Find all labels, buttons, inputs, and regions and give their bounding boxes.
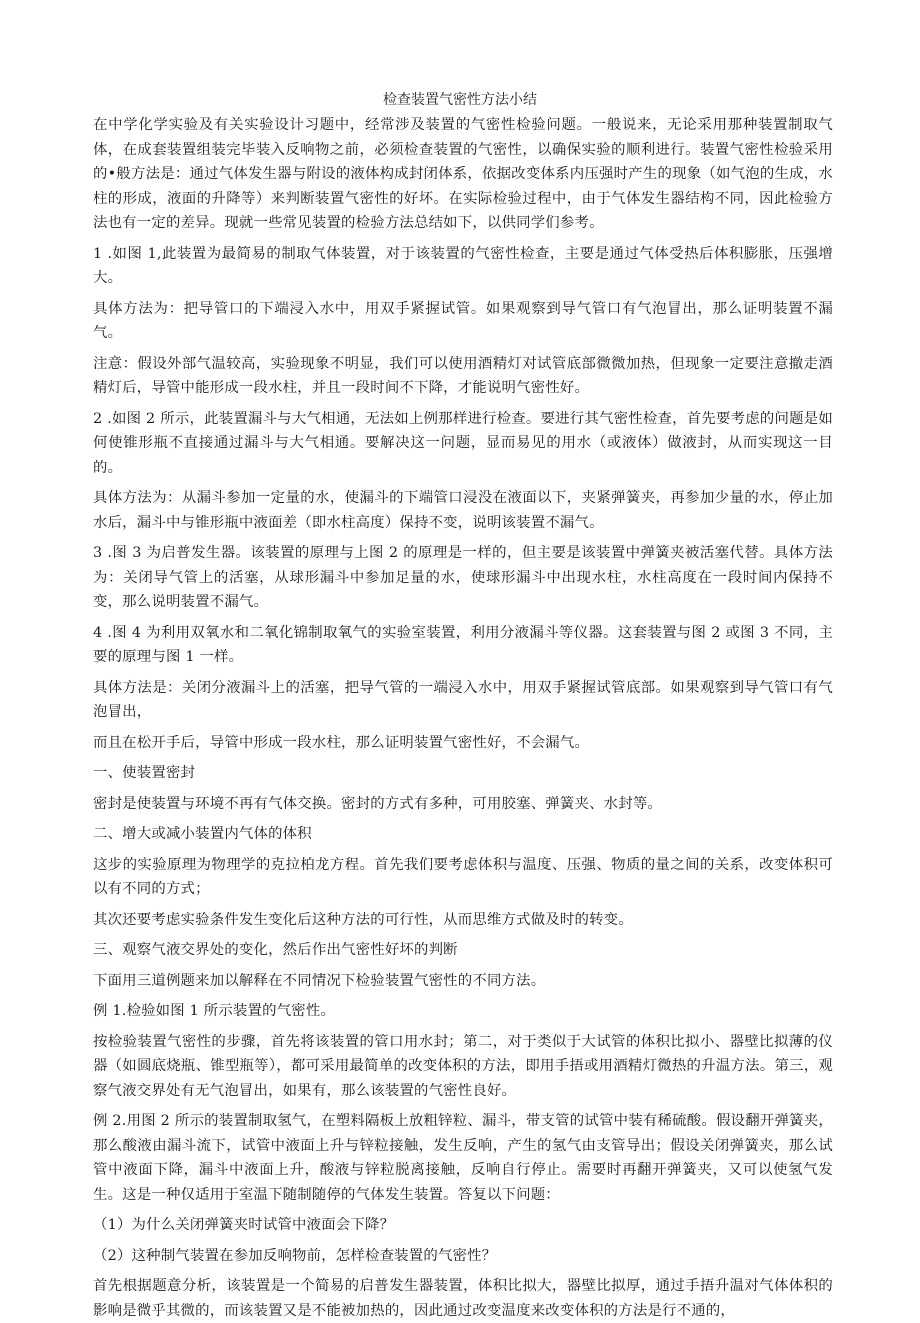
example-1-heading: 例 1.检验如图 1 所示装置的气密性。: [93, 1003, 336, 1019]
item-1-note-paragraph: 注意：假设外部气温较高，实验现象不明显，我们可以使用酒精灯对试管底部微微加热，但现象一定要注意撤走酒精灯后，导管中能形成一段水柱，并且一段时间不下降，才能说明气密性好。: [93, 355, 833, 396]
item-4-paragraph: 4 .图 4 为利用双氧水和二氧化锦制取氧气的实验室装置，利用分液漏斗等仪器。这套装置与图 2 或图 3 不同，主要的原理与图 1 一样。: [93, 624, 833, 665]
document-body: [93, 113, 833, 1323]
item-2-method-paragraph: 具体方法为：从漏斗参加一定量的水，使漏斗的下端管口浸没在液面以下，夹紧弹簧夹，再参加少量的水，停止加水后，漏斗中与锥形瓶中液面差（即水柱高度）保持不变，说明该装置不漏气。: [93, 490, 833, 531]
item-4-method-continued: 而且在松开手后，导管中形成一段水柱，那么证明装置气密性好，不会漏气。: [93, 734, 590, 751]
analysis-paragraph: 首先根据题意分析，该装置是一个简易的启普发生器装置，体积比拟大，器壁比拟厚，通过手捂升温对气体体积的影响是微乎其微的，而该装置又是不能被加热的，因此通过改变温度来改变体积的方法是行不通的，: [93, 1278, 833, 1319]
section-1-heading: 一、使装置密封: [93, 765, 196, 781]
section-2-heading: 二、增大或减小装置内气体的体积: [93, 826, 312, 842]
item-4-method-paragraph: 具体方法是：关闭分液漏斗上的活塞，把导气管的一端浸入水中，用双手紧握试管底部。如果观察到导气管口有气泡冒出，: [93, 679, 833, 720]
section-1-paragraph: 密封是使装置与环境不再有气体交换。密封的方式有多种，可用胶塞、弹簧夹、水封等。: [93, 795, 663, 812]
example-1-paragraph: 按检验装置气密性的步骤，首先将该装置的管口用水封；第二，对于类似于大试管的体积比拟小、器壁比拟薄的仪器（如圆底烧瓶、锥型瓶等），都可采用最简单的改变体积的方法，即用手捂或用酒精灯微热的升温方法。第三，观察气液交界处有无气泡冒出，如果有，那么该装置的气密性良好。: [93, 1033, 833, 1099]
question-1: （1）为什么关闭弹簧夹时试管中液面会下降？: [93, 1217, 395, 1233]
item-1-method-paragraph: 具体方法为：把导管口的下端浸入水中，用双手紧握试管。如果观察到导气管口有气泡冒出，那么证明装置不漏气。: [93, 300, 833, 341]
question-2: （2）这种制气装置在参加反响物前，怎样检查装置的气密性？: [93, 1247, 497, 1264]
item-2-paragraph: 2 .如图 2 所示，此装置漏斗与大气相通，无法如上例那样进行检查。要进行其气密性检查，首先要考虑的问题是如何使锥形瓶不直接通过漏斗与大气相通。要解决这一问题，显而易见的用水（或液体）做液封，从而实现这一目的。: [93, 410, 833, 476]
examples-intro: 下面用三道例题来加以解释在不同情况下检验装置气密性的不同方法。: [93, 972, 546, 989]
item-3-paragraph: 3 .图 3 为启普发生器。该装置的原理与上图 2 的原理是一样的，但主要是该装置中弹簧夹被活塞代替。具体方法为：关闭导气管上的活塞，从球形漏斗中参加足量的水，使球形漏斗中出现水柱，水柱高度在一段时间内保持不变，那么说明装置不漏气。: [93, 545, 833, 610]
section-2-paragraph-continued: 其次还要考虑实验条件发生变化后这种方法的可行性，从而思维方式做及时的转变。: [93, 911, 633, 928]
intro-paragraph: 在中学化学实验及有关实验设计习题中，经常涉及装置的气密性检验问题。一般说来，无论采用那种装置制取气体，在成套装置组装完毕装入反响物之前，必须检查装置的气密性，以确保实验的顺利进行。装置气密性检验采用的•般方法是：通过气体发生器与附设的液体构成封闭体系，依据改变体系内压强时产生的现象（如气泡的生成，水柱的形成，液面的升降等）来判断装置气密性的好坏。在实际检验过程中，由于气体发生器结构不同，因此检验方法也有一定的差异。现就一些常见装置的检验方法总结如下，以供同学们参考。: [93, 117, 833, 231]
document-title: 检查装置气密性方法小结: [383, 92, 537, 108]
section-2-paragraph: 这步的实验原理为物理学的克拉柏龙方程。首先我们要考虑体积与温度、压强、物质的量之间的关系，改变体积可以有不同的方式；: [93, 856, 833, 897]
example-2-paragraph: 例 2.用图 2 所示的装置制取氢气，在塑料隔板上放粗锌粒、漏斗，带支管的试管中装有稀硫酸。假设翻开弹簧夹，那么酸液由漏斗流下，试管中液面上升与锌粒接触，发生反响，产生的氢气由支管导出；假设关闭弹簧夹，那么试管中液面下降，漏斗中液面上升，酸液与锌粒脱离接触，反响自行停止。需要时再翻开弹簧夹，又可以使氢气发生。这是一种仅适用于室温下随制随停的气体发生装置。答复以下问题：: [93, 1113, 833, 1203]
item-1-paragraph: 1 .如图 1,此装置为最简易的制取气体装置，对于该装置的气密性检查，主要是通过气体受热后体积膨胀，压强增大。: [93, 245, 833, 286]
section-3-heading: 三、观察气液交界处的变化，然后作出气密性好坏的判断: [93, 942, 458, 958]
